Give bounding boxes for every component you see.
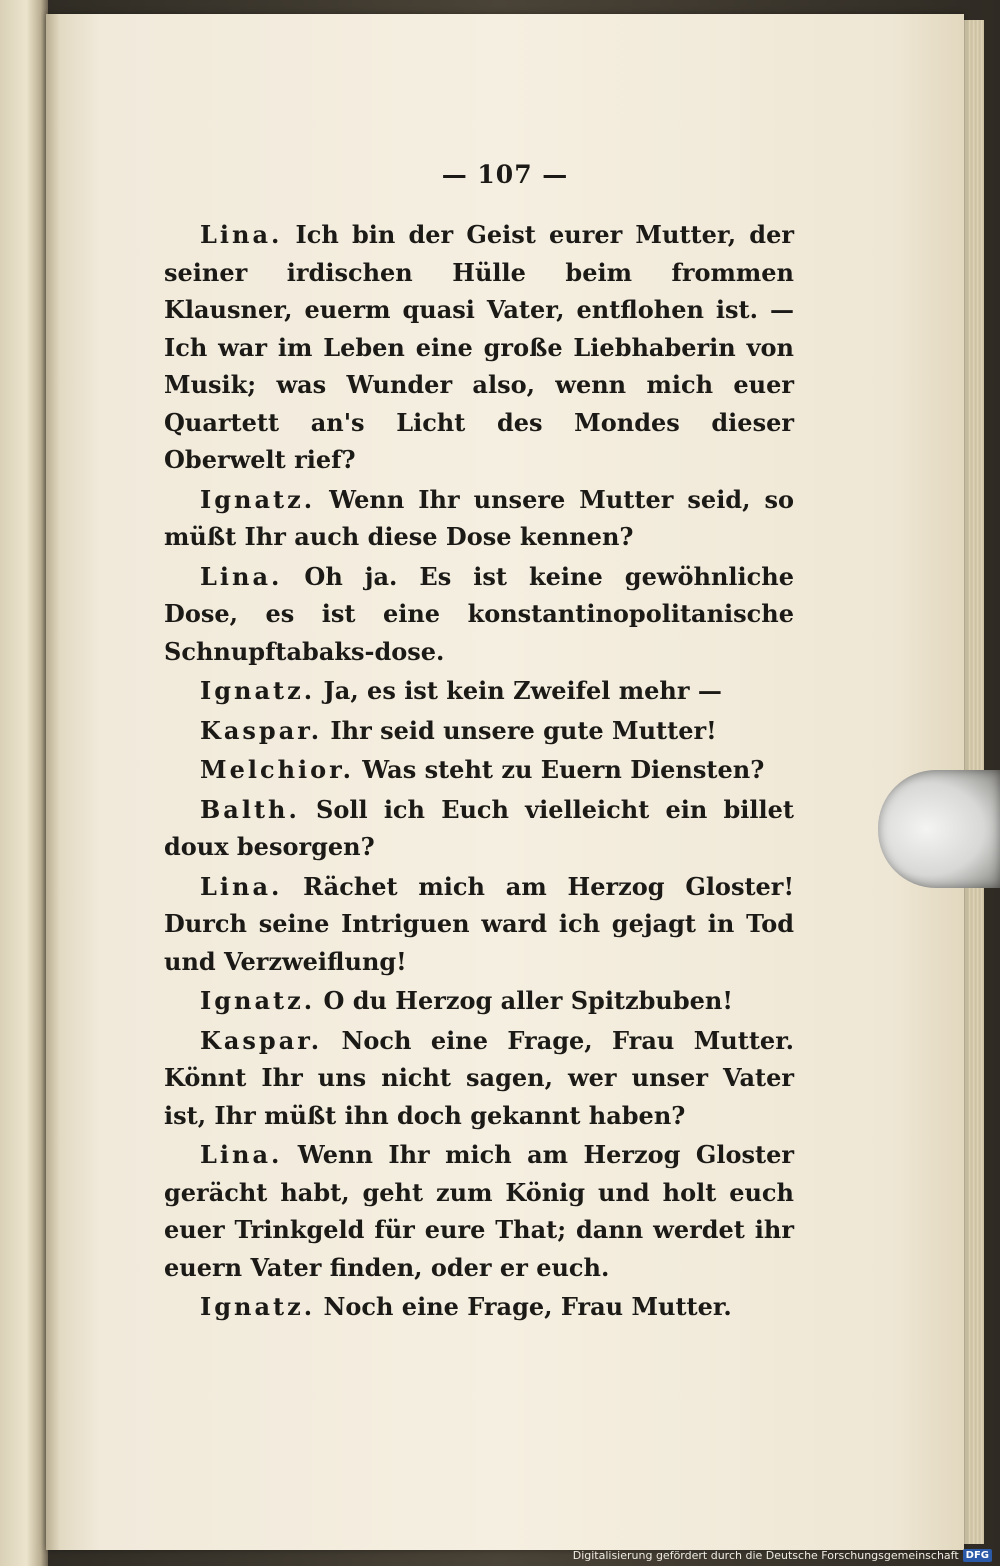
speaker-name: Balth. (200, 794, 300, 824)
speaker-name: Lina. (200, 561, 283, 591)
dialogue-line: Noch eine Frage, Frau Mutter. (323, 1292, 732, 1321)
magnifier-glass-artifact (878, 770, 1000, 888)
dialogue-paragraph (164, 672, 794, 710)
dialogue-line: O du Herzog aller Spitzbuben! (323, 986, 733, 1015)
dialogue-paragraph (164, 558, 794, 671)
dialogue-line: Wenn Ihr unsere Mutter seid, so müßt Ihr auch diese Dose kennen? (164, 484, 794, 551)
dialogue-line: Soll ich Euch vielleicht ein billet doux besorgen? (164, 794, 795, 861)
speaker-name: Kaspar. (200, 715, 323, 745)
dialogue-paragraph (164, 982, 794, 1020)
play-text (164, 216, 794, 1326)
speaker-name: Ignatz. (200, 676, 316, 705)
speaker-name: Ignatz. (200, 986, 316, 1015)
dialogue-line: Rächet mich am Herzog Gloster! Durch seine Intriguen ward ich gejagt in Tod und Verzweiflung! (164, 871, 794, 976)
dialogue-line: Wenn Ihr mich am Herzog Gloster gerächt habt, geht zum König und holt euch euer Trinkgeld für eure That; dann werdet ihr euern Vater finden, oder er euch. (164, 1140, 795, 1282)
dialogue-line: Ich bin der Geist eurer Mutter, der seiner irdischen Hülle beim frommen Klausner, euerm quasi Vater, entflohen ist. — Ich war im Leben eine große Liebhaberin von Musik; was Wunder also, wenn mich euer Quartett an's Licht des Mondes dieser Oberwelt rief? (164, 220, 794, 474)
speaker-name: Lina. (200, 1140, 283, 1169)
book-page (46, 14, 964, 1550)
speaker-name: Ignatz. (200, 484, 316, 514)
dialogue-line: Oh ja. Es ist keine gewöhnliche Dose, es ist eine konstantinopolitanische Schnupftabaks-dose. (164, 561, 794, 666)
dialogue-paragraph (164, 1136, 794, 1286)
dfg-logo-icon: DFG (963, 1549, 992, 1562)
dialogue-paragraph (164, 481, 794, 556)
gutter-shadow (46, 14, 60, 1550)
left-page-leaf (0, 0, 48, 1566)
speaker-name: Lina. (200, 220, 283, 249)
speaker-name: Lina. (200, 871, 283, 901)
dialogue-paragraph (164, 712, 794, 750)
dialogue-paragraph (164, 1022, 794, 1135)
dialogue-paragraph (164, 791, 794, 866)
dialogue-paragraph (164, 216, 794, 479)
dialogue-paragraph (164, 1288, 794, 1326)
credit-text: Digitalisierung gefördert durch die Deutsche Forschungsgemeinschaft (572, 1549, 959, 1562)
dialogue-line: Was steht zu Euern Diensten? (362, 755, 765, 784)
dialogue-line: Ja, es ist kein Zweifel mehr — (323, 676, 722, 705)
speaker-name: Ignatz. (200, 1292, 316, 1321)
dialogue-paragraph (164, 868, 794, 981)
dialogue-line: Ihr seid unsere gute Mutter! (330, 715, 717, 745)
page-number: — 107 — (441, 160, 569, 189)
speaker-name: Kaspar. (200, 1025, 323, 1055)
speaker-name: Melchior. (200, 755, 354, 784)
digitization-credit (573, 1549, 992, 1562)
dialogue-line: Noch eine Frage, Frau Mutter. Könnt Ihr uns nicht sagen, wer unser Vater ist, Ihr müßt ihn doch gekannt haben? (164, 1025, 794, 1130)
dialogue-paragraph (164, 751, 794, 789)
